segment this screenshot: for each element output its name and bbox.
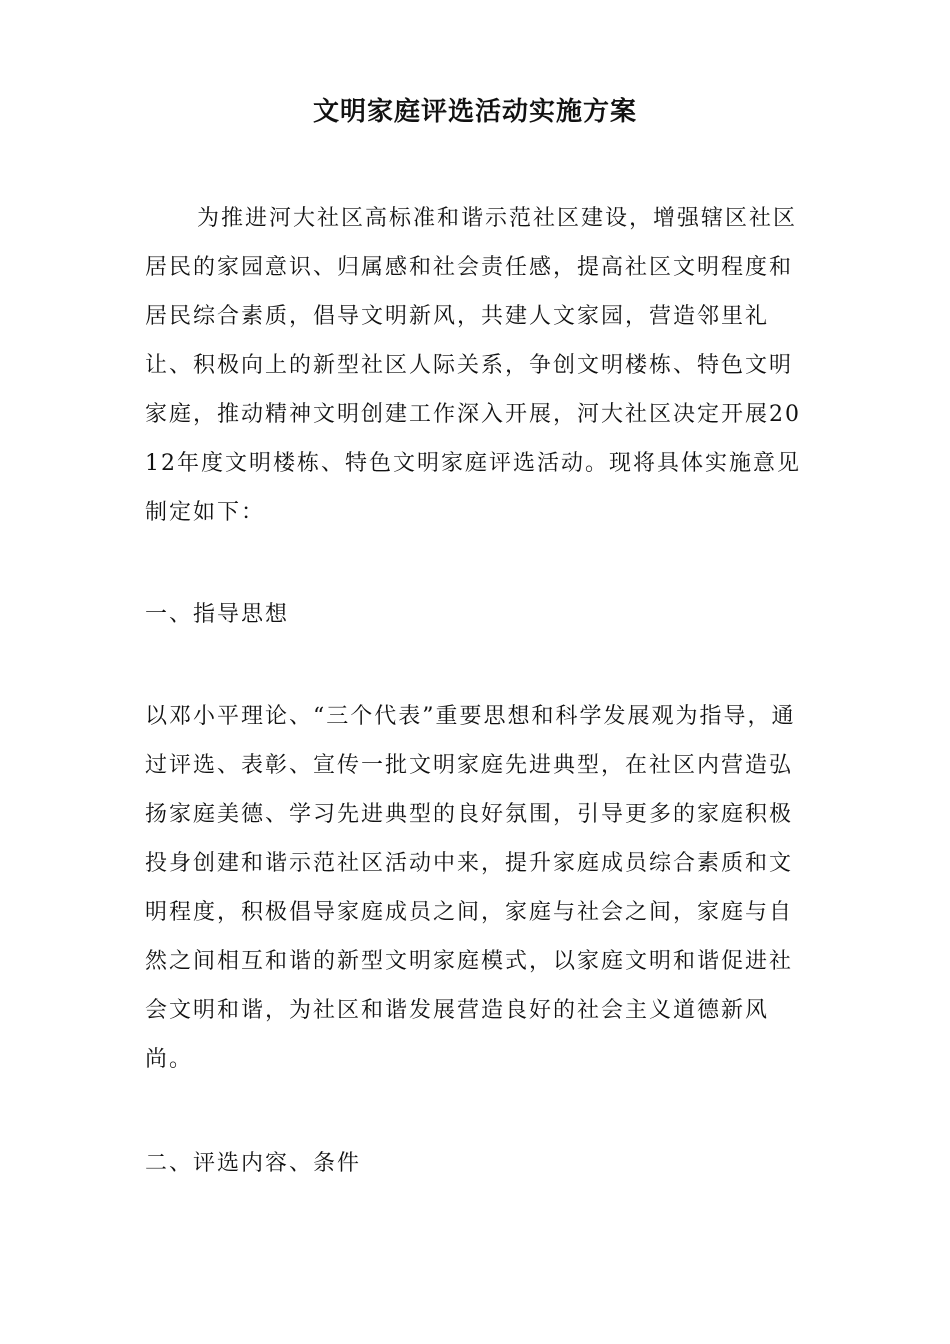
section-heading-selection-criteria: 二、评选内容、条件 [145, 1151, 362, 1176]
section-heading-guiding-ideology: 一、指导思想 [145, 602, 290, 627]
intro-paragraph: 为推进河大社区高标准和谐示范社区建设，增强辖区社区居民的家园意识、归属感和社会责任感，提高社区文明程度和居民综合素质，倡导文明新风，共建人文家园，营造邻里礼让、积极向上的新型社区人际关系，争创文明楼栋、特色文明家庭，推动精神文明创建工作深入开展，河大社区决定开展2012年度文明楼栋、特色文明家庭评选活动。现将具体实施意见制定如下： [145, 206, 801, 525]
document-title: 文明家庭评选活动实施方案 [312, 97, 637, 127]
section-body-guiding-ideology: 以邓小平理论、“三个代表”重要思想和科学发展观为指导，通过评选、表彰、宣传一批文明家庭先进典型，在社区内营造弘扬家庭美德、学习先进典型的良好氛围，引导更多的家庭积极投身创建和谐示范社区活动中来，提升家庭成员综合素质和文明程度，积极倡导家庭成员之间，家庭与社会之间，家庭与自然之间相互和谐的新型文明家庭模式，以家庭文明和谐促进社会文明和谐，为社区和谐发展营造良好的社会主义道德新风尚。 [145, 704, 796, 1072]
